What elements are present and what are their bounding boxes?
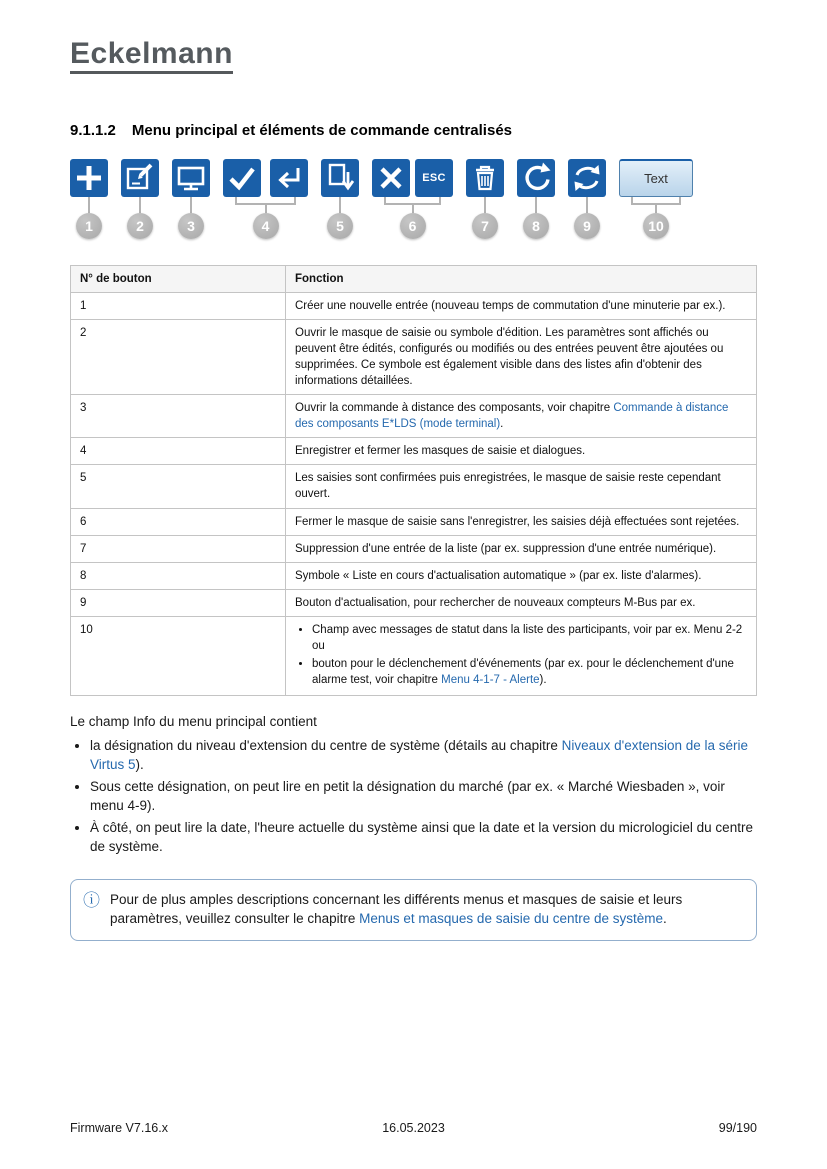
connector-line: [190, 197, 192, 213]
table-row: [71, 319, 757, 394]
table-row: [71, 395, 757, 438]
footer-date: 16.05.2023: [382, 1121, 445, 1135]
badge-6: 6: [400, 213, 426, 239]
table-cell-number: 3: [71, 395, 286, 438]
table-cell-number: 2: [71, 319, 286, 394]
table-row: [71, 589, 757, 616]
toolbar-icons-figure: [70, 159, 757, 239]
connector-bracket: [631, 197, 681, 205]
note-text-pre: Pour de plus amples descriptions concernant les différents menus et masques de saisie et leurs paramètres, veuillez consulter le chapitre: [110, 891, 683, 927]
table-row: [71, 535, 757, 562]
toolbar-button-4-group: [223, 159, 308, 239]
table-cell-function: Fermer le masque de saisie sans l'enregistrer, les saisies déjà effectuées sont rejetées.: [286, 508, 757, 535]
table-row: [71, 292, 757, 319]
table-header-number: N° de bouton: [71, 265, 286, 292]
connector-line: [139, 197, 141, 213]
badge-3: 3: [178, 213, 204, 239]
link-virtus5-extension-levels[interactable]: Niveaux d'extension de la série Virtus 5: [90, 738, 749, 773]
toolbar-button-8: [517, 159, 555, 239]
section-title: Menu principal et éléments de commande centralisés: [131, 121, 513, 139]
badge-7: 7: [472, 213, 498, 239]
footer-page-number: 99/190: [718, 1121, 757, 1135]
connector-line: [484, 197, 486, 213]
note-box: [70, 879, 757, 941]
info-bullet-market-name: • Sous cette désignation, on peut lire en petit la désignation du marché (par ex. « Marché Wiesbaden », voir menu 4-9).: [90, 778, 757, 816]
badge-5: 5: [327, 213, 353, 239]
info-bullet-date-version: • À côté, on peut lire la date, l'heure actuelle du système ainsi que la date et la version du micrologiciel du centre de système.: [90, 819, 757, 857]
bullet-text: la désignation du niveau d'extension du centre de système (détails au chapitre: [90, 738, 562, 754]
table-row: [71, 562, 757, 589]
cell-text: .: [500, 418, 504, 431]
badge-1: 1: [76, 213, 102, 239]
table-cell-number: 10: [71, 616, 286, 695]
connector-line: [265, 205, 267, 213]
toolbar-button-6-group: [372, 159, 453, 239]
cell-text: Ouvrir la commande à distance des composants, voir chapitre: [295, 402, 614, 415]
table-row: [71, 438, 757, 465]
connector-line: [655, 205, 657, 213]
section-heading: [70, 122, 757, 139]
table-cell-number: 1: [71, 292, 286, 319]
cell-bullet: [312, 656, 747, 688]
table-cell-number: 7: [71, 535, 286, 562]
toolbar-button-9: [568, 159, 606, 239]
trash-icon: [466, 159, 504, 197]
plus-icon: [70, 159, 108, 197]
cell-text: ).: [539, 674, 547, 687]
section-number: 9.1.1.2: [70, 121, 116, 139]
connector-line: [586, 197, 588, 213]
table-cell-number: 4: [71, 438, 286, 465]
badge-9: 9: [574, 213, 600, 239]
table-cell-function: Suppression d'une entrée de la liste (par ex. suppression d'une entrée numérique).: [286, 535, 757, 562]
button-function-table: [70, 265, 757, 697]
table-row: [71, 508, 757, 535]
badge-4: 4: [253, 213, 279, 239]
save-apply-icon: [321, 159, 359, 197]
table-cell-function: [286, 395, 757, 438]
badge-10: 10: [643, 213, 669, 239]
note-text: [110, 890, 742, 929]
esc-key-icon: ESC: [415, 159, 453, 197]
toolbar-button-5: [321, 159, 359, 239]
close-x-icon: [372, 159, 410, 197]
page-footer: [70, 1121, 757, 1135]
toolbar-button-3: [172, 159, 210, 239]
refresh-icon: [517, 159, 555, 197]
link-menu-4-1-7-alerte[interactable]: Menu 4-1-7 - Alerte: [441, 674, 540, 687]
footer-firmware: Firmware V7.16.x: [70, 1121, 168, 1135]
info-field-bullets: [70, 737, 757, 856]
enter-icon: [270, 159, 308, 197]
link-menus-input-masks-chapter[interactable]: Menus et masques de saisie du centre de système: [359, 911, 664, 927]
table-header-row: [71, 265, 757, 292]
table-cell-function: Enregistrer et fermer les masques de saisie et dialogues.: [286, 438, 757, 465]
connector-bracket: [235, 197, 296, 205]
eckelmann-logo: Eckelmann: [70, 38, 233, 74]
table-cell-function: Ouvrir le masque de saisie ou symbole d'édition. Les paramètres sont affichés ou peuvent être édités, configurés ou modifiés ou des entrées peuvent être ajoutées ou supprimées. Ce symbole est également visible dans des listes afin d'obtenir des informations détaillées.: [286, 319, 757, 394]
check-icon: [223, 159, 261, 197]
connector-bracket: [384, 197, 441, 205]
info-bullet-extension-level: [90, 737, 757, 775]
text-field-icon: Text: [619, 159, 693, 197]
remote-display-icon: [172, 159, 210, 197]
link-remote-control-chapter[interactable]: Commande à distance des composants E*LDS (mode terminal): [295, 402, 729, 431]
bullet-text: ).: [135, 757, 144, 773]
note-text-post: .: [663, 911, 667, 927]
connector-line: [339, 197, 341, 213]
table-cell-number: 6: [71, 508, 286, 535]
auto-refresh-icon: [568, 159, 606, 197]
table-row: [71, 465, 757, 508]
cell-bullet-list: [295, 622, 747, 688]
table-cell-number: 9: [71, 589, 286, 616]
connector-line: [412, 205, 414, 213]
table-cell-function: Bouton d'actualisation, pour rechercher de nouveaux compteurs M-Bus par ex.: [286, 589, 757, 616]
table-cell-number: 8: [71, 562, 286, 589]
table-row: [71, 616, 757, 695]
table-cell-function: Les saisies sont confirmées puis enregistrées, le masque de saisie reste cependant ouvert.: [286, 465, 757, 508]
toolbar-button-1: [70, 159, 108, 239]
table-cell-number: 5: [71, 465, 286, 508]
table-cell-function: Créer une nouvelle entrée (nouveau temps de commutation d'une minuterie par ex.).: [286, 292, 757, 319]
edit-form-icon: [121, 159, 159, 197]
cell-text: bouton pour le déclenchement d'événements (par ex. pour le déclenchement d'une alarme test, voir chapitre: [312, 658, 734, 687]
connector-line: [535, 197, 537, 213]
toolbar-button-7: [466, 159, 504, 239]
toolbar-button-10: [619, 159, 693, 239]
toolbar-button-2: [121, 159, 159, 239]
info-field-intro: Le champ Info du menu principal contient: [70, 714, 317, 730]
badge-2: 2: [127, 213, 153, 239]
table-cell-function: Symbole « Liste en cours d'actualisation automatique » (par ex. liste d'alarmes).: [286, 562, 757, 589]
connector-line: [88, 197, 90, 213]
badge-8: 8: [523, 213, 549, 239]
table-cell-function: [286, 616, 757, 695]
cell-bullet: • Champ avec messages de statut dans la liste des participants, voir par ex. Menu 2-2 ou: [312, 622, 747, 654]
table-header-function: Fonction: [286, 265, 757, 292]
info-icon: ⓘ: [83, 890, 100, 910]
